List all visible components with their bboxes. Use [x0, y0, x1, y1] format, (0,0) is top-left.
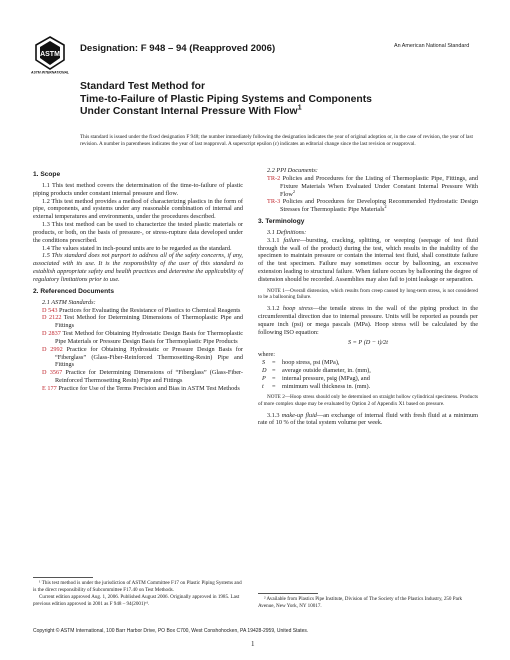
equals-sign: =: [272, 359, 276, 367]
ppi-reference-list: [258, 175, 478, 214]
subheading-ppi-documents: 2.2 PPI Documents:: [267, 167, 318, 174]
copyright-line: Copyright © ASTM International, 100 Barr Harbor Drive, PO Box C700, West Conshohocken, PA 19428-2959, United States.: [33, 628, 309, 634]
title-line-3: Under Constant Internal Pressure With Flow$^1$: [80, 102, 302, 118]
reference-item: [33, 307, 243, 315]
equals-sign: =: [272, 374, 276, 382]
reference-code-link[interactable]: TR-2: [267, 174, 281, 182]
reference-code-link[interactable]: D 543: [42, 306, 58, 314]
reference-item: [33, 385, 243, 393]
paragraph-1-5: 1.5 This standard does not purport to address all of the safety concerns, if any, associated with its use. It is the responsibility of the user of this standard to establish appropriate safety and health practices and determine the applicability of regulatory limitations prior to use.: [33, 252, 243, 283]
reference-code-link[interactable]: D 2837: [42, 330, 61, 338]
equation-variables: [262, 359, 373, 390]
footnote-rule-right: [258, 593, 318, 594]
page-number: 1: [251, 640, 255, 648]
reference-title: Test Method for Obtaining Hydrostatic Design Basis for Thermoplastic Pipe Materials or Pressure Design Basis for Thermoplastic Pipe Products: [55, 330, 244, 345]
reference-title: Practice for Obtaining Hydrostatic or Pressure Design Basis for “Fiberglass” (Glass-Fiber-Reinforced Thermosetting-Resin) Pipe and Fittings: [55, 345, 243, 369]
reference-item: [258, 198, 478, 214]
equals-sign: =: [272, 382, 276, 390]
paragraph-1-4: 1.4 The values stated in inch-pound units are to be regarded as the standard.: [42, 244, 232, 252]
standard-issuance-note: This standard is issued under the fixed designation F 948; the number immediately following the designation indicates the year of original adoption or, in the case of revision, the year of last revision. A number in parentheses indicates the year of last reapproval. A superscript epsilon (ε) indicates an editorial change since the last revision or reapproval.: [80, 134, 473, 147]
variable-symbol: t: [262, 382, 264, 390]
reference-title: Test Method for Determining Dimensions of Thermoplastic Pipe and Fittings: [55, 314, 243, 330]
designation: Designation: F 948 – 94 (Reapproved 2006): [80, 43, 276, 54]
variable-description: hoop stress, psi (MPa),: [282, 359, 340, 367]
reference-code-link[interactable]: E 177: [42, 384, 57, 392]
document-title: [80, 81, 480, 119]
reference-title: Policies and Procedures for the Listing of Thermoplastic Pipe, Fittings, and Fixture Materials When Evaluated Under Constant Internal Pressure With Flow: [280, 174, 478, 198]
reference-code-link[interactable]: D 2992: [42, 345, 63, 353]
definition-hoop-stress: 3.1.2 hoop stress—the tensile stress in the wall of the piping product in the circumferential direction due to internal pressure. Units will be reported as pounds per square inch (psi) or mega pascals (MPa). Hoop stress will be calculated by the following ISO equation:: [258, 305, 479, 336]
reference-item: [33, 330, 243, 346]
footnote-rule-left: [33, 577, 93, 578]
section-heading-scope: 1. Scope: [33, 171, 61, 178]
where-label: where:: [258, 351, 276, 359]
svg-text:ASTM: ASTM: [40, 51, 60, 58]
footnote-1-edition: Current edition approved Aug. 1, 2006. Published August 2006. Originally approved in 1985. Last previous edition approved in 2001 as F 948 – 94(2001)ᵉ¹.: [33, 594, 240, 607]
reference-code-link[interactable]: TR-3: [267, 198, 281, 206]
variable-symbol: S: [262, 359, 266, 367]
hoop-stress-equation: S = P (D − t)/2t: [347, 339, 389, 347]
reference-item: [33, 369, 243, 385]
paragraph-1-3: 1.3 This test method can be used to characterize the tested plastic materials or products, or both, on the basis of pressure-, or stress-rupture data developed under the conditions prescribed.: [33, 221, 243, 244]
astm-logo: [33, 36, 67, 74]
note-1: NOTE 1—Overall distension, which results from creep caused by long-term stress, is not considered to be a ballooning failure.: [258, 287, 478, 301]
definition-failure: 3.1.1 failure—bursting, cracking, splitting, or weeping (seepage of test fluid through the wall of the product) during the test, which results in the inability of the specimen to maintain pressure or contain the internal test fluid, shall constitute failure of the test specimen. Failure may sometimes occur by ballooning, an excessive extension leading to structural failure. When failure occurs by ballooning the degree of distension should be recorded. Assemblies may also fail to joint leakage or separation.: [258, 236, 479, 283]
subheading-definitions: 3.1 Definitions:: [267, 228, 307, 236]
variable-symbol: P: [262, 374, 266, 382]
footnotes-left: [33, 580, 243, 608]
national-standard-label: An American National Standard: [394, 43, 470, 49]
equals-sign: =: [272, 366, 276, 374]
variable-description: average outside diameter, in. (mm),: [282, 366, 371, 374]
section-heading-terminology: 3. Terminology: [258, 218, 305, 226]
paragraph-1-2: 1.2 This test method provides a method of characterizing plastics in the form of pipe, components, and systems under any reasonable combination of internal and external temperatures and environments, under the procedures described.: [33, 197, 243, 221]
reference-title: Practices for Evaluating the Resistance of Plastics to Chemical Reagents: [59, 306, 241, 314]
title-line-2: Time-to-Failure of Plastic Piping Systems and Components: [80, 93, 372, 105]
title-footnote-ref[interactable]: 1: [297, 102, 302, 112]
reference-item: [258, 175, 478, 199]
right-column: [258, 167, 478, 427]
reference-item: [33, 346, 243, 370]
left-column: [33, 167, 243, 393]
variable-row: [262, 383, 373, 391]
note-2: NOTE 2—Hoop stress should only be determined on straight hollow cylindrical specimens. Products of more complex shape may be evaluated by Option 2 of Appendix X1 based on pressure.: [258, 394, 478, 408]
reference-code-link[interactable]: D 3567: [42, 369, 63, 377]
footnotes-right: [258, 596, 478, 609]
variable-symbol: D: [262, 366, 267, 374]
footnote-1: ¹ This test method is under the jurisdiction of ASTM Committee F17 on Plastic Piping Systems and is the direct responsibility of Subcommittee F17.40 on Test Methods.: [33, 580, 242, 593]
paragraph-1-1: 1.1 This test method covers the determination of the time-to-failure of plastic piping products under constant internal pressure and flow.: [33, 181, 243, 197]
variable-row: [262, 375, 373, 383]
svg-text:ASTM INTERNATIONAL: ASTM INTERNATIONAL: [31, 70, 69, 75]
variable-description: mimimum wall thickness in. (mm).: [282, 382, 371, 390]
section-heading-referenced-documents: 2. Referenced Documents: [33, 287, 114, 295]
reference-title: Policies and Procedures for Developing Recommended Hydrostatic Design Stresses for Thermoplastic Pipe Materials: [280, 198, 479, 214]
title-line-1: Standard Test Method for: [80, 81, 206, 92]
variable-row: [262, 359, 373, 367]
footnote-ref[interactable]: 2: [384, 204, 387, 210]
astm-reference-list: [33, 307, 243, 393]
variable-row: [262, 367, 373, 375]
footnote-ref[interactable]: 2: [292, 188, 296, 194]
subheading-astm-standards: 2.1 ASTM Standards:: [42, 298, 96, 306]
reference-code-link[interactable]: D 2122: [42, 314, 62, 322]
reference-title: Practice for Use of the Terms Precision and Bias in ASTM Test Methods: [58, 384, 240, 392]
reference-title: Practice for Determining Dimensions of “Fiberglass” (Glass-Fiber-Reinforced Thermosetting Resin) Pipe and Fittings: [55, 369, 244, 385]
reference-item: [33, 314, 243, 330]
variable-description: internal pressure, psig (MPag), and: [282, 374, 370, 382]
footnote-2: ² Available from Plastics Pipe Institute, Division of The Society of the Plastics Industry, 250 Park Avenue, New York, NY 10017.: [258, 596, 463, 609]
definition-make-up-fluid: 3.1.3 make-up fluid—an exchange of internal fluid with fresh fluid at a minimum rate of 10 % of the total system volume per week.: [258, 411, 478, 427]
